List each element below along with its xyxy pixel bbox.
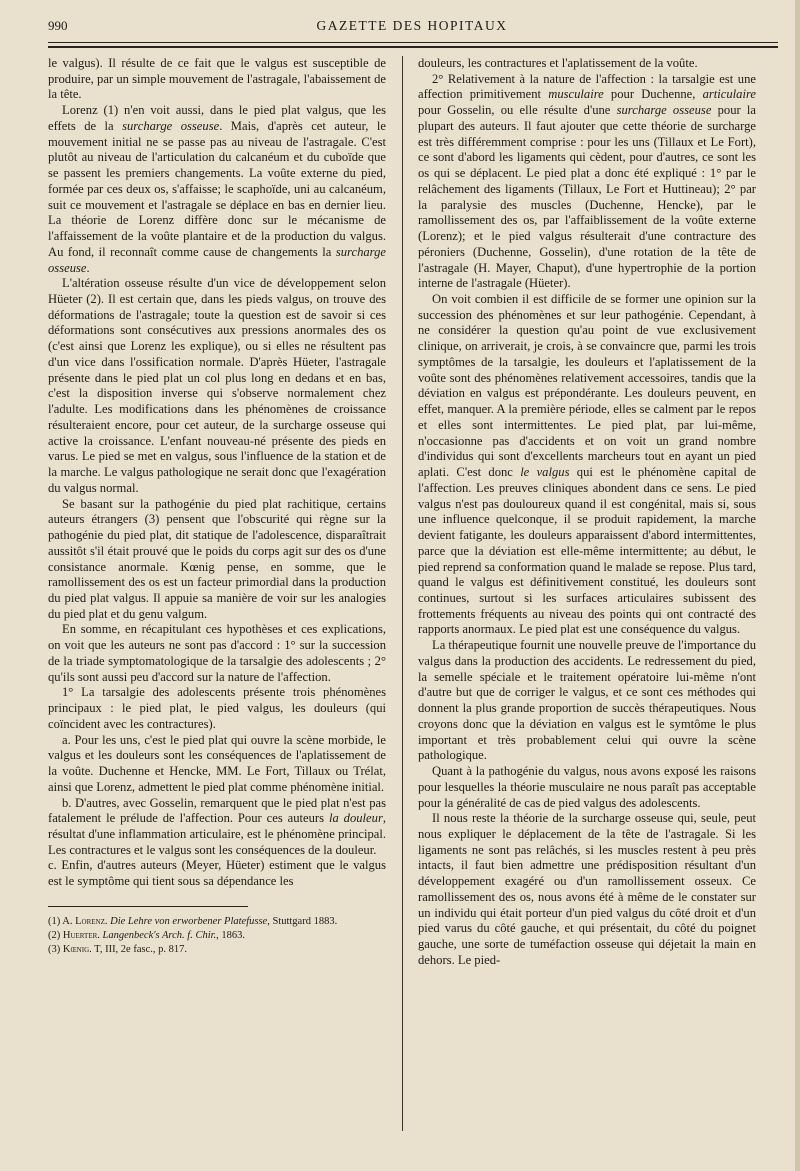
right-column: [418, 56, 756, 1136]
header-rule-thin: [48, 42, 778, 43]
paragraph: douleurs, les contractures et l'aplatissement de la voûte.: [418, 56, 698, 70]
left-column: [48, 56, 386, 1136]
page-edge: [795, 0, 800, 1171]
header-rule-thick: [48, 46, 778, 48]
footnote-rule: [48, 906, 248, 907]
paragraph: Lorenz (1) n'en voit aussi, dans le pied plat valgus, que les effets de la surcharge osseuse. Mais, d'après cet auteur, le mouvement initial ne se passe pas au niveau de l'astragale. C'est plutôt au niveau de l'articulation du calcanéum et du cuboïde que se passent les premiers changements. La voûte externe du pied, formée par ces deux os, s'affaisse; le scaphoïde, uni au calcanéum, suit ce mouvement et l'astragale se déplace en bas en dernier lieu. La théorie de Lorenz diffère donc sur le mécanisme de l'affaissement de la voûte plantaire et de la production du valgus. Au fond, il reconnaît comme cause de changements la surcharge osseuse.: [48, 103, 386, 275]
paragraph: 2° Relativement à la nature de l'affection : la tarsalgie est une affection primitivement musculaire pour Duchenne, articulaire pour Gosselin, ou elle résulte d'une surcharge osseuse pour la plupart des auteurs. Il faut ajouter que cette théorie de surcharge est très différemment comprise : pour les uns (Tillaux et Le Fort), ce sont d'abord les ligaments qui cèdent, pour d'autres, ce sont les os qui se déplacent. Le pied plat a donc été expliqué : 1° par le relâchement des ligaments (Tillaux, Le Fort et Huttineau); 2° par la paralysie des muscles (Duchenne, Hencke), par le ramollissement des os, par l'affaiblissement de la voûte externe (Lorenz); et le pied valgus résulterait d'une contracture des péroniers (Duchenne, Gosselin), d'une rotation de la tête de l'astragale (H. Mayer, Chaput), d'une hypertrophie de la portion interne de l'astragale (Hüeter).: [418, 71, 756, 291]
paragraph: En somme, en récapitulant ces hypothèses et ces explications, on voit que les auteurs ne sont pas d'accord : 1° sur la succession de la triade symptomatologique de la tarsalgie des adolescents ; 2° qu'ils sont aussi peu d'accord sur la nature de l'affection.: [48, 622, 386, 684]
paragraph: Il nous reste la théorie de la surcharge osseuse qui, seule, peut nous expliquer le déplacement de la tête de l'astragale. Si les ligaments ne sont pas relâchés, si les muscles restent à peu près intacts, il faut bien admettre une prédisposition résultant d'un développement exagéré ou d'un ramollissement osseux. Ce ramollissement des os, nous avons été à même de le constater sur un individu qui était porteur d'un pied valgus du côté droit et d'un pied varus du côté gauche, et qui présentait, du côté du poignet gauche, une sorte de tuméfaction osseuse qui déjetait la main en dehors. Le pied-: [418, 811, 756, 967]
paragraph: Quant à la pathogénie du valgus, nous avons exposé les raisons pour lesquelles la théorie musculaire ne nous paraît pas acceptable pour la généralité de cas de pied valgus des adolescents.: [418, 764, 756, 810]
footnote: (3) Kœnig. T, III, 2e fasc., p. 817.: [48, 944, 187, 956]
column-divider: [402, 56, 403, 1131]
paragraph: 1° La tarsalgie des adolescents présente trois phénomènes principaux : le pied plat, le pied valgus, les douleurs (qui coïncident avec les contractures).: [48, 685, 386, 731]
page-number: 990: [48, 18, 68, 33]
paragraph: La thérapeutique fournit une nouvelle preuve de l'importance du valgus dans la production des accidents. Le redressement du pied, la semelle spéciale et le traitement opératoire lui-même n'ont d'autre but que de corriger le valgus, et ce sont ces méthodes qui donnent la plus grande proportion de succès thérapeutiques. Nous croyons donc que la déviation en valgus est le symtôme le plus important et très probablement celui qui ouvre la scène pathologique.: [418, 638, 756, 763]
paragraph: a. Pour les uns, c'est le pied plat qui ouvre la scène morbide, le valgus et les douleurs sont les conséquences de l'aplatissement de la voûte. Duchenne et Hencke, MM. Le Fort, Tillaux ou Trélat, ainsi que Lorenz, admettent le pied plat comme phénomène initial.: [48, 732, 386, 794]
journal-title: GAZETTE DES HOPITAUX: [316, 18, 508, 33]
paragraph: L'altération osseuse résulte d'un vice de développement selon Hüeter (2). Il est certain que, dans les pieds valgus, on trouve des déformations de l'astragale; toute la question est de savoir si ces déformations sont consécutives aux pressions anormales des os (c'est ainsi que Lorenz les explique), ou si elles ne résultent pas d'un vice dans l'ossification normale. D'après Hüeter, l'astragale présente dans le pied plat un col plus long en dedans et en bas, c'est la disposition inverse qui s'observe normalement chez l'adulte. Les modifications dans les phénomènes de croissance résulteraient encore, pour cet auteur, de la surcharge osseuse qui active la croissance. L'enfant nouveau-né présente des pieds en varus. Le pied se met en valgus, sous l'influence de la station et de la marche. Le valgus pathologique ne serait donc que l'exagération du valgus normal.: [48, 276, 386, 495]
footnote: (1) A. Lorenz. Die Lehre von erworbener Platefusse, Stuttgard 1883.: [48, 915, 338, 927]
running-header: [48, 18, 776, 42]
paragraph: Se basant sur la pathogénie du pied plat rachitique, certains auteurs étrangers (3) pensent que l'obscurité qui règne sur la pathogénie du pied plat, dit statique de l'adolescence, disparaîtrait aussitôt s'il était prouvé que le poids du corps agit sur des os d'une consistance anormale. Kœnig pense, en somme, que le ramollissement des os est un facteur primordial dans la production du pied plat valgus. Il appuie sa manière de voir sur les analogies du pied plat et du genu valgum.: [48, 496, 386, 621]
paragraph: b. D'autres, avec Gosselin, remarquent que le pied plat n'est pas fatalement le prélude de l'affection. Pour ces auteurs la douleur, résultat d'une inflammation articulaire, est le phénomène principal. Les contractures et le valgus sont les conséquences de la douleur.: [48, 795, 386, 857]
paragraph: On voit combien il est difficile de se former une opinion sur la succession des phénomènes et sur leur pathogénie. Cependant, à ne considérer la question qu'au point de vue exclusivement clinique, on arriverait, je crois, à se convaincre que, parmi les trois symptômes de la tarsalgie, les douleurs et l'aplatissement de la voûte sont des phénomènes relativement accessoires, tandis que la déviation en valgus est prépondérante. Les douleurs peuvent, en effet, manquer. A la première période, elles se calment par le repos et elles sont intermittentes. Le pied plat, par lui-même, n'occasionne pas d'accidents et on voit un grand nombre d'individus qui sont d'excellents marcheurs tout en ayant un pied aplati. C'est donc le valgus qui est le phénomène capital de l'affection. Les preuves cliniques abondent dans ce sens. Le pied valgus n'est pas douloureux quand il est congénital, mais si, sous une influence quelconque, il se produit rapidement, la marche devient fatigante, les douleurs apparaissent d'abord intermittentes, parce que la déviation est elle-même intermittente; au début, le pied reprend sa conformation quand le malade se repose. Plus tard, quand le valgus est définitivement constitué, les douleurs sont continues, surtout si les surfaces articulaires subissent des frottements fréquents au niveau des points qui ont contracté des rapports anormaux. Le pied plat est une conséquence du valgus.: [418, 292, 756, 637]
footnote: (2) Huerter. Langenbeck's Arch. f. Chir., 1863.: [48, 930, 246, 942]
paragraph: c. Enfin, d'autres auteurs (Meyer, Hüeter) estiment que le valgus est le symptôme qui tient sous sa dépendance les: [48, 858, 386, 889]
paragraph: le valgus). Il résulte de ce fait que le valgus est susceptible de produire, par un simple mouvement de l'astragale, l'abaissement de la tête.: [48, 56, 386, 102]
